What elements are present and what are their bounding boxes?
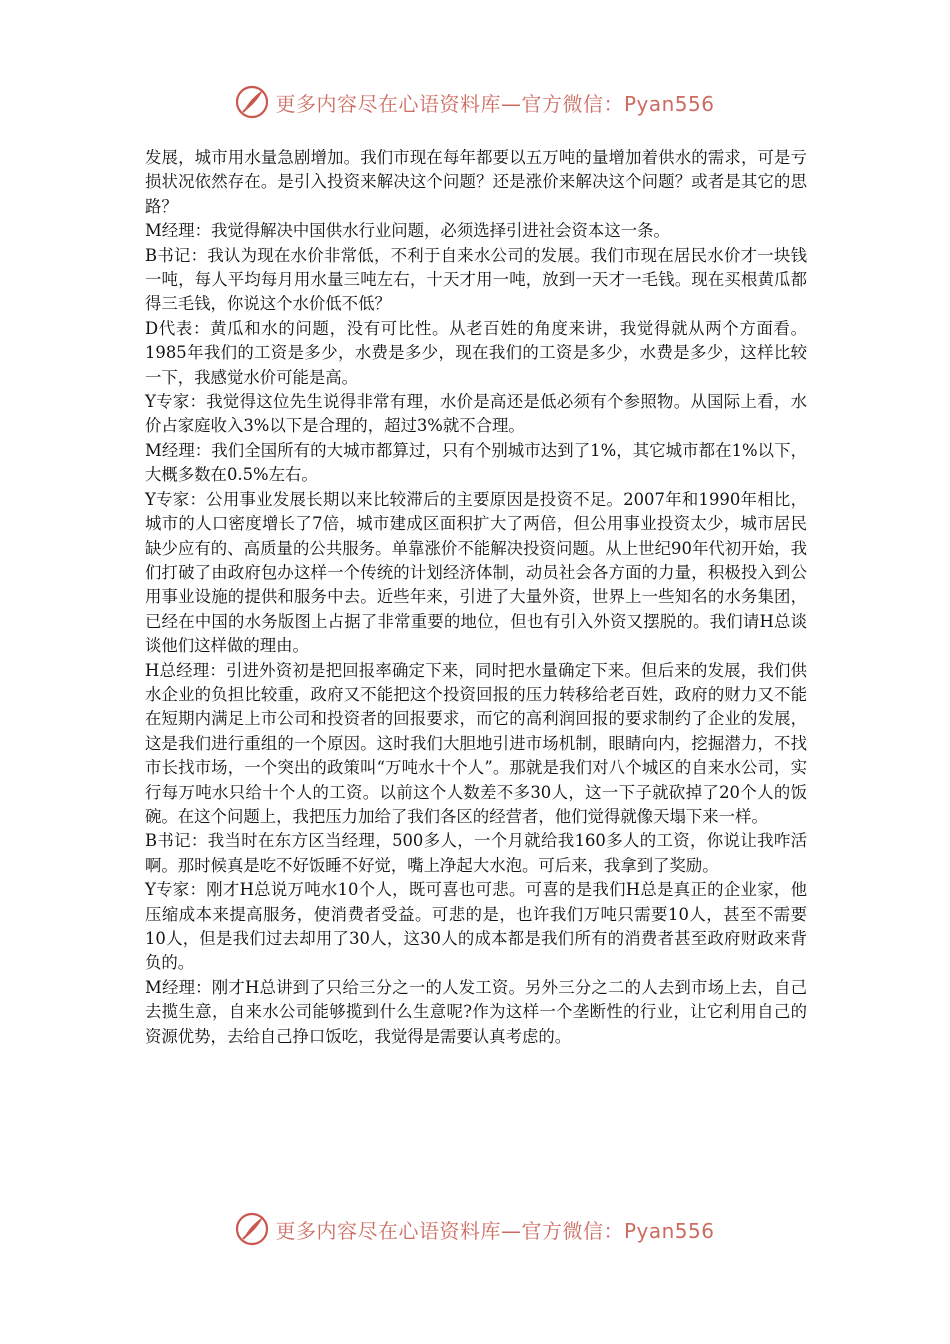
paragraph-intro: 发展，城市用水量急剧增加。我们市现在每年都要以五万吨的量增加着供水的需求，可是亏损状况依然存在。是引入投资来解决这个问题？还是涨价来解决这个问题？或者是其它的思路？	[145, 148, 807, 216]
paragraph-h-general-manager: H总经理：引进外资初是把回报率确定下来，同时把水量确定下来。但后来的发展，我们供水企业的负担比较重，政府又不能把这个投资回报的压力转移给老百姓，政府的财力又不能在短期内满足上市公司和投资者的回报要求，而它的高利润回报的要求制约了企业的发展，这是我们进行重组的一个原因。这时我们大胆地引进市场机制，眼睛向内，挖掘潜力，不找市长找市场，一个突出的政策叫“万吨水十个人”。那就是我们对八个城区的自来水公司，实行每万吨水只给十个人的工资。以前这个人数差不多30人，这一下子就砍掉了20个人的饭碗。在这个问题上，我把压力加给了我们各区的经营者，他们觉得就像天塌下来一样。	[145, 660, 807, 826]
paragraph-m-manager-1: M经理：我觉得解决中国供水行业问题，必须选择引进社会资本这一条。	[145, 221, 670, 241]
quill-logo-icon	[235, 1212, 269, 1246]
paragraph-b-secretary-2: B书记：我当时在东方区当经理，500多人，一个月就给我160多人的工资，你说让我咋活啊。那时候真是吃不好饭睡不好觉，嘴上净起大水泡。可后来，我拿到了奖励。	[145, 831, 807, 875]
footer-banner	[0, 1209, 950, 1249]
header-banner-text: 更多内容尽在心语资料库—官方微信：Pyan556	[275, 91, 715, 116]
paragraph-d-representative: D代表：黄瓜和水的问题，没有可比性。从老百姓的角度来讲，我觉得就从两个方面看。1985年我们的工资是多少，水费是多少，现在我们的工资是多少，水费是多少，这样比较一下，我感觉水价可能是高。	[145, 318, 807, 387]
quill-logo-icon	[235, 85, 269, 119]
paragraph-y-expert-3: Y专家：刚才H总说万吨水10个人，既可喜也可悲。可喜的是我们H总是真正的企业家，他压缩成本来提高服务，使消费者受益。可悲的是，也许我们万吨只需要10人，甚至不需要10人，但是我们过去却用了30人，这30人的成本都是我们所有的消费者甚至政府财政来背负的。	[145, 880, 807, 973]
paragraph-y-expert-2: Y专家：公用事业发展长期以来比较滞后的主要原因是投资不足。2007年和1990年相比，城市的人口密度增长了7倍，城市建成区面积扩大了两倍，但公用事业投资太少，城市居民缺少应有的、高质量的公共服务。单靠涨价不能解决投资问题。从上世纪90年代初开始，我们打破了由政府包办这样一个传统的计划经济体制，动员社会各方面的力量，积极投入到公用事业设施的提供和服务中去。近些年来，引进了大量外资，世界上一些知名的水务集团，已经在中国的水务版图上占据了非常重要的地位，但也有引入外资又摆脱的。我们请H总谈谈他们这样做的理由。	[145, 489, 807, 656]
paragraph-m-manager-2: M经理：我们全国所有的大城市都算过，只有个别城市达到了1%，其它城市都在1%以下，大概多数在0.5%左右。	[145, 440, 807, 485]
paragraph-y-expert-1: Y专家：我觉得这位先生说得非常有理，水价是高还是低必须有个参照物。从国际上看，水价占家庭收入3%以下是合理的，超过3%就不合理。	[145, 392, 807, 436]
footer-banner-text: 更多内容尽在心语资料库—官方微信：Pyan556	[275, 1218, 715, 1243]
paragraph-m-manager-3: M经理：刚才H总讲到了只给三分之一的人发工资。另外三分之二的人去到市场上去，自己去揽生意，自来水公司能够揽到什么生意呢?作为这样一个垄断性的行业，让它利用自己的资源优势，去给自己挣口饭吃，我觉得是需要认真考虑的。	[145, 977, 807, 1046]
header-banner	[0, 82, 950, 122]
paragraph-b-secretary-1: B书记：我认为现在水价非常低，不利于自来水公司的发展。我们市现在居民水价才一块钱一吨，每人平均每月用水量三吨左右，十天才用一吨，放到一天才一毛钱。现在买根黄瓜都得三毛钱，你说这个水价低不低？	[145, 245, 807, 314]
document-body	[145, 146, 807, 1049]
